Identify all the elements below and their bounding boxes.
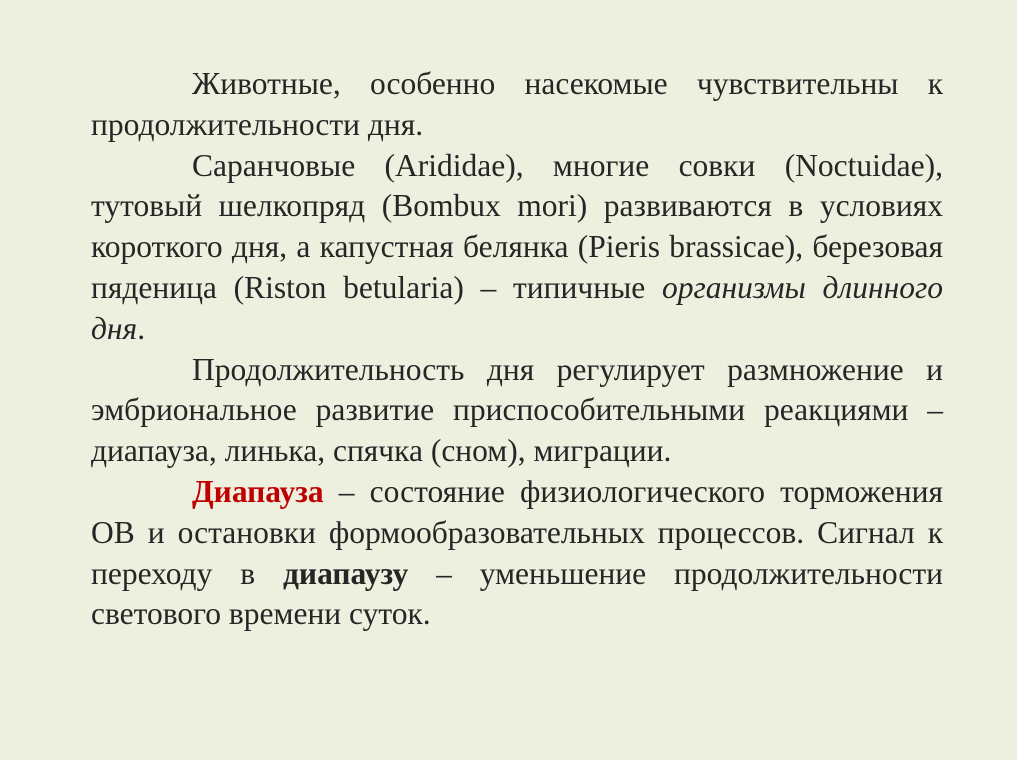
paragraph-text: Продолжительность дня регулирует размножение и эмбриональное развитие приспособительными реакциями – диапауза, линька, спячка (сном), миграции.	[91, 351, 943, 469]
paragraph-day-length-regulation	[91, 350, 943, 472]
paragraph-text: Саранчовые (Arididae), многие совки (Noctuidae), тутовый шелкопряд (Bombux mori) развиваются в условиях короткого дня, а капустная белянка (Pieris brassicae), березовая пяденица (Riston betularia) – типичные	[91, 147, 943, 305]
diapause-term: Диапауза	[192, 473, 324, 509]
paragraph-text-end: – уменьшение продолжительности светового времени суток.	[91, 555, 944, 632]
diapause-bold-word: диапаузу	[282, 555, 409, 591]
long-day-organisms-italic: организмы длинного дня	[91, 269, 944, 346]
paragraph-text-end: .	[137, 310, 146, 346]
paragraph-text: – состояние физиологического торможения ОВ и остановки формообразовательных процессов. Сигнал к переходу в	[91, 473, 943, 591]
slide-text-body	[91, 64, 943, 635]
paragraph-photoperiod-sensitivity	[91, 64, 943, 146]
paragraph-insect-examples	[91, 146, 943, 350]
paragraph-text: Животные, особенно насекомые чувствительны к продолжительности дня.	[91, 66, 943, 142]
paragraph-diapause-definition	[91, 472, 943, 635]
